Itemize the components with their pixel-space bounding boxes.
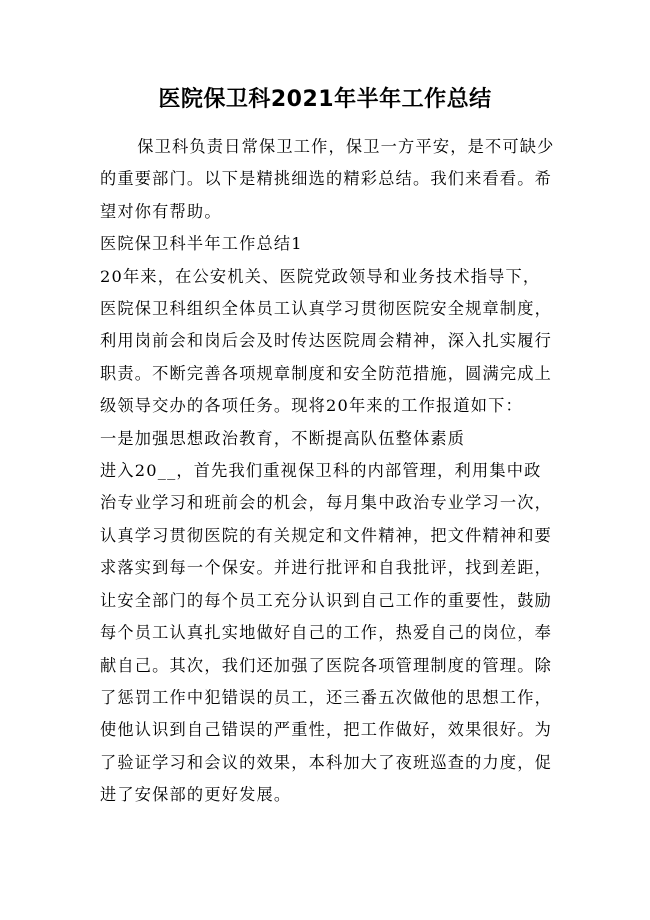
document-body <box>100 131 555 812</box>
document-title: 医院保卫科2021年半年工作总结 <box>158 87 492 112</box>
body-paragraph-1: 20年来，在公安机关、医院党政领导和业务技术指导下，医院保卫科组织全体员工认真学习贯彻医院安全规章制度，利用岗前会和岗后会及时传达医院周会精神，深入扎实履行职责。不断完善各项规章制度和安全防范措施，圆满完成上级领导交办的各项任务。现将20年来的工作报道如下： <box>100 266 553 416</box>
subheading-1: 一是加强思想政治教育，不断提高队伍整体素质 <box>100 428 466 448</box>
body-paragraph-2: 进入20__，首先我们重视保卫科的内部管理，利用集中政治专业学习和班前会的机会，每月集中政治专业学习一次，认真学习贯彻医院的有关规定和文件精神，把文件精神和要求落实到每一个保安。并进行批评和自我批评，找到差距，让安全部门的每个员工充分认识到自己工作的重要性，鼓励每个员工认真扎实地做好自己的工作，热爱自己的岗位，奉献自己。其次，我们还加强了医院各项管理制度的管理。除了惩罚工作中犯错误的员工，还三番五次做他的思想工作，使他认识到自己错误的严重性，把工作做好，效果很好。为了验证学习和会议的效果，本科加大了夜班巡查的力度，促进了安保部的更好发展。 <box>100 461 553 805</box>
section-heading: 医院保卫科半年工作总结1 <box>100 234 303 254</box>
intro-paragraph: 保卫科负责日常保卫工作，保卫一方平安，是不可缺少的重要部门。以下是精挑细选的精彩总结。我们来看看。希望对你有帮助。 <box>100 137 555 221</box>
